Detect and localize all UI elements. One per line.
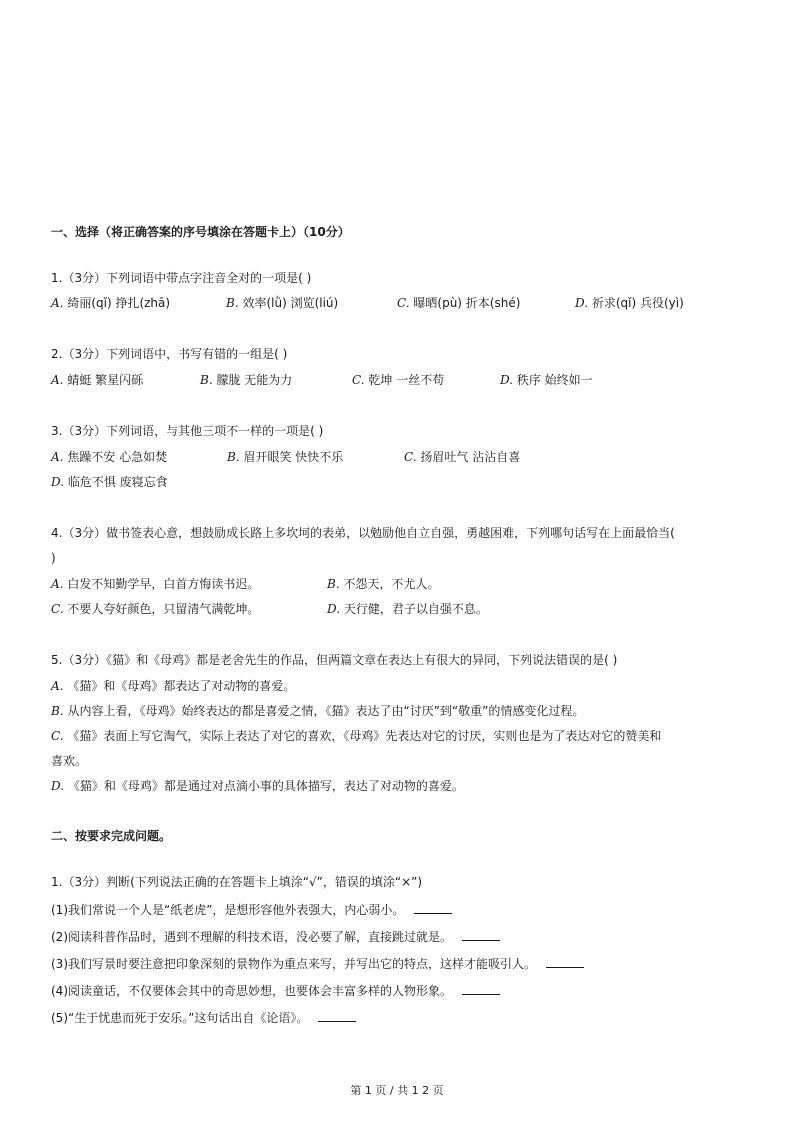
q5-option-a: A. 《猫》和《母鸡》都表达了对动物的喜爱。 [51,679,296,693]
answer-blank[interactable] [462,984,500,995]
q4-option-b: B. 不怨天，不尤人。 [327,577,440,591]
question-3-stem: 3.（3分）下列词语，与其他三项不一样的一项是( ) [51,424,324,438]
q3-option-a: A. 焦躁不安 心急如焚 [51,450,168,464]
q2-option-a: A. 蜻蜓 繁星闪砾 [51,373,144,387]
q5-option-d: D. 《猫》和《母鸡》都是通过对点滴小事的具体描写，表达了对动物的喜爱。 [51,779,464,793]
question-5-stem: 5.（3分）《猫》和《母鸡》都是老舍先生的作品，但两篇文章在表达上有很大的异同，下列说法错误的是( ) [51,653,618,667]
judge-item-4: (4)阅读童话，不仅要体会其中的奇思妙想，也要体会丰富多样的人物形象。 [51,983,500,999]
q3-option-c: C. 扬眉吐气 沾沾自喜 [404,450,521,464]
question-4-stem: 4.（3分）做书签表心意，想鼓励成长路上多坎坷的表弟，以勉励他自立自强，勇越困难，下列哪句话写在上面最恰当( [51,526,675,540]
q1-option-a: A. 绮丽(qǐ) 挣扎(zhā) [51,296,171,310]
answer-blank[interactable] [546,957,584,968]
answer-blank[interactable] [414,903,452,914]
q4-option-c: C. 不要人夸好颜色，只留清气满乾坤。 [51,602,260,616]
question-2-stem: 2.（3分）下列词语中，书写有错的一组是( ) [51,347,288,361]
q1-option-d: D. 祈求(qǐ) 兵役(yì) [575,296,684,310]
q4-option-a: A. 白发不知勤学早，白首方悔读书迟。 [51,577,260,591]
q1-option-c: C. 曝晒(pù) 折本(shé) [397,296,521,310]
judge-item-2: (2)阅读科普作品时，遇到不理解的科技术语，没必要了解，直接跳过就是。 [51,929,500,945]
q3-option-d: D. 临危不惧 废寝忘食 [51,475,168,489]
q3-option-b: B. 眉开眼笑 快快不乐 [227,450,344,464]
judge-question-stem: 1.（3分）判断(下列说法正确的在答题卡上填涂“√”，错误的填涂“×”) [51,875,423,889]
q2-option-d: D. 秩序 始终如一 [500,373,593,387]
section-1-title: 一、选择（将正确答案的序号填涂在答题卡上）（10分） [51,225,350,239]
q1-option-b: B. 效率(lǜ) 浏览(liú) [226,296,339,310]
judge-item-5: (5)“生于忧患而死于安乐。”这句话出自《论语》。 [51,1010,356,1026]
q2-option-c: C. 乾坤 一丝不苟 [352,373,445,387]
q4-option-d: D. 天行健，君子以自强不息。 [327,602,488,616]
page-number-footer: 第 1 页 / 共 1 2 页 [350,1084,444,1097]
q5-option-b: B. 从内容上看，《母鸡》始终表达的都是喜爱之情，《猫》表达了由“讨厌”到“敬重”的情感变化过程。 [51,704,585,718]
q5-option-c: C. 《猫》表面上写它淘气，实际上表达了对它的喜欢，《母鸡》先表达对它的讨厌，实则也是为了表达对它的赞美和 [51,729,662,743]
question-4-stem-cont: ) [51,551,56,565]
answer-blank[interactable] [462,930,500,941]
judge-item-1: (1)我们常说一个人是“纸老虎”，是想形容他外表强大，内心弱小。 [51,902,452,918]
q2-option-b: B. 朦胧 无能为力 [200,373,293,387]
question-1-stem: 1.（3分）下列词语中带点字注音全对的一项是( ) [51,271,312,285]
section-2-title: 二、按要求完成问题。 [51,829,172,843]
q5-option-c-cont: 喜欢。 [51,754,88,768]
judge-item-3: (3)我们写景时要注意把印象深刻的景物作为重点来写，并写出它的特点，这样才能吸引人。 [51,956,584,972]
answer-blank[interactable] [318,1011,356,1022]
